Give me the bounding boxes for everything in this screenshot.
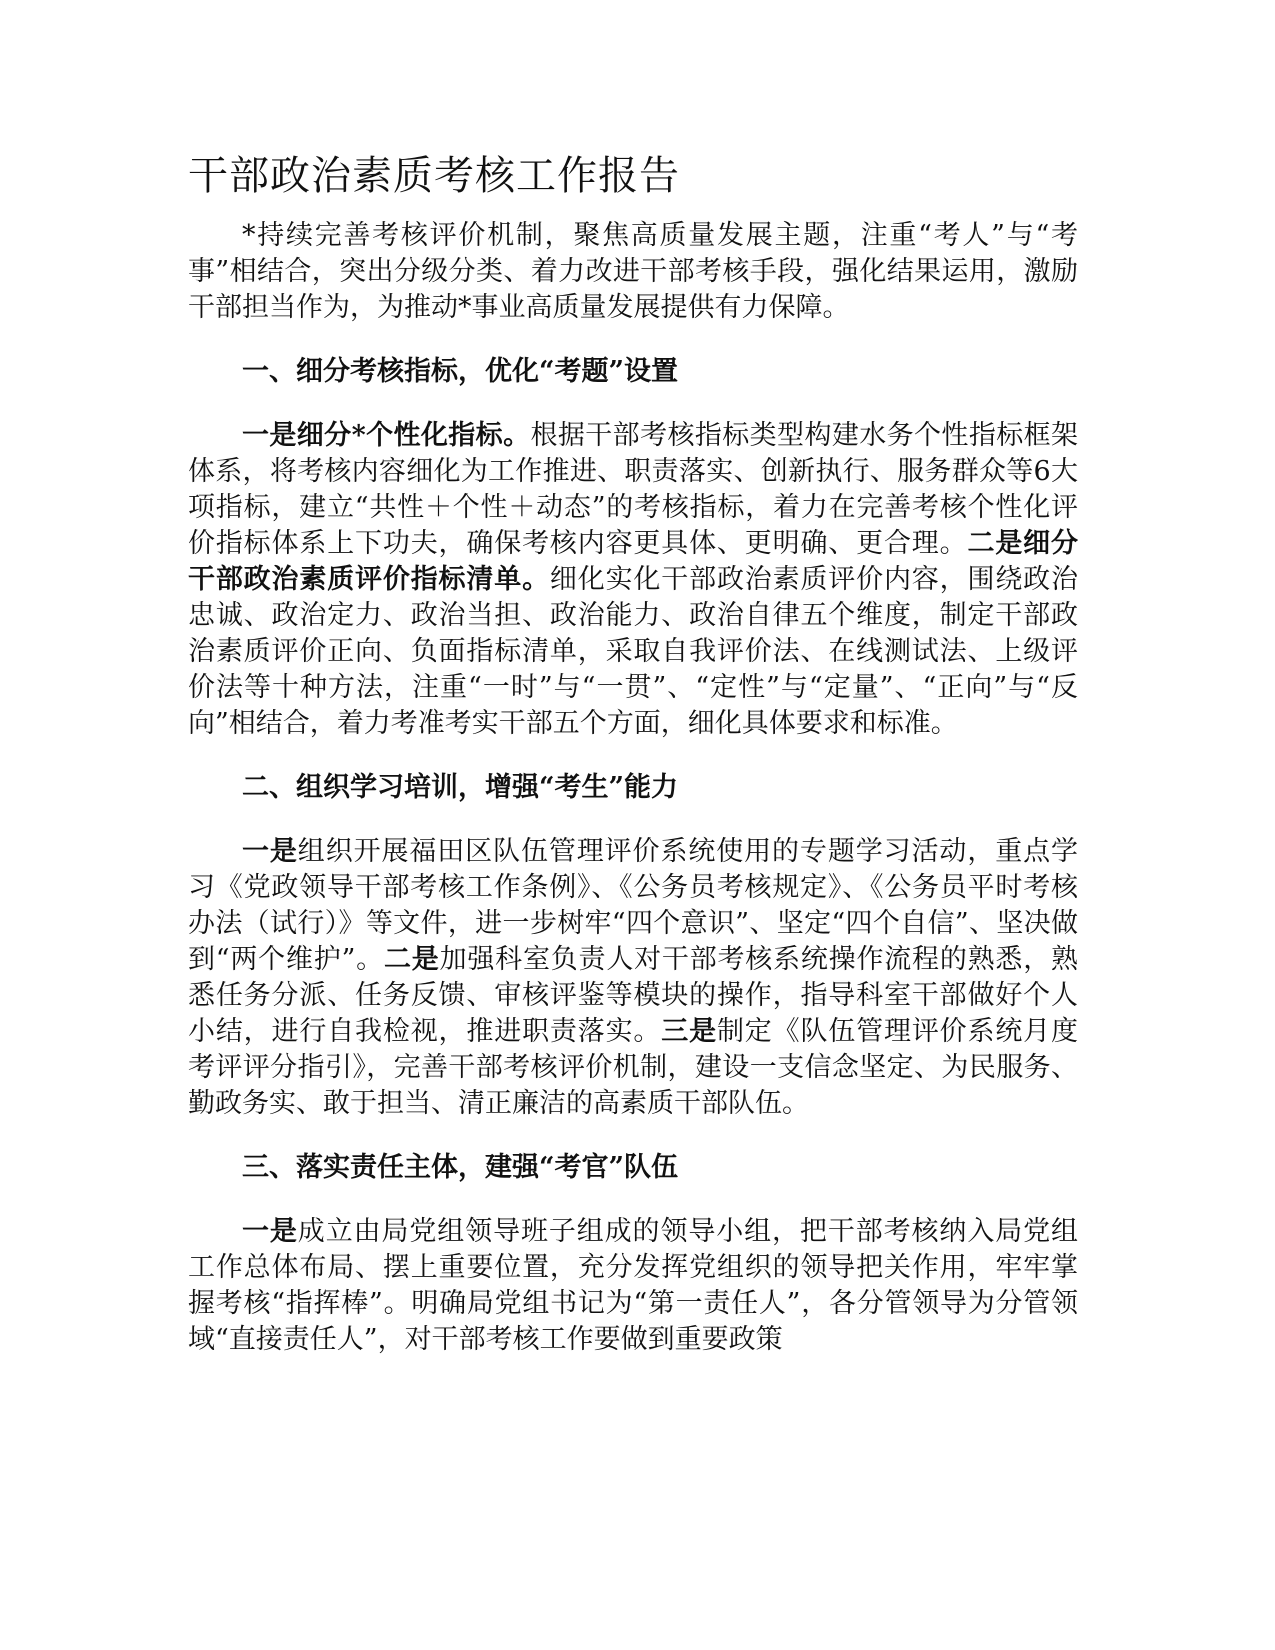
section-2-text-3: 制定《队伍管理评价系统月度考评评分指引》，完善干部考核评价机制，建设一支信念坚定、为民服务、勤政务实、敢于担当、清正廉洁的高素质干部队伍。 — [188, 1016, 1079, 1119]
intro-paragraph: *持续完善考核评价机制，聚焦高质量发展主题，注重“考人”与“考事”相结合，突出分级分类、着力改进干部考核手段，强化结果运用，激励干部担当作为，为推动*事业高质量发展提供有力保障。 — [188, 220, 1078, 323]
document-title: 干部政治素质考核工作报告 — [188, 153, 680, 199]
section-2-text-2: 加强科室负责人对干部考核系统操作流程的熟悉，熟悉任务分派、任务反馈、审核评鉴等模块的操作，指导科室干部做好个人小结，进行自我检视，推进职责落实。 — [188, 944, 1079, 1047]
section-1-lead-2: 二是细分干部政治素质评价指标清单。 — [188, 528, 1079, 595]
section-1-heading: 一、细分考核指标，优化“考题”设置 — [242, 356, 679, 387]
section-2-lead-3: 三是 — [661, 1016, 717, 1047]
document-page — [188, 148, 1078, 1358]
section-2-text-1: 组织开展福田区队伍管理评价系统使用的专题学习活动，重点学习《党政领导干部考核工作条例》、《公务员考核规定》、《公务员平时考核办法（试行）》等文件，进一步树牢“四个意识”、坚定“四个自信”、坚决做到“两个维护”。 — [188, 836, 1079, 975]
section-2-heading: 二、组织学习培训，增强“考生”能力 — [242, 772, 679, 803]
section-2-lead-1: 一是 — [242, 836, 298, 867]
section-3-text-1: 成立由局党组领导班子组成的领导小组，把干部考核纳入局党组工作总体布局、摆上重要位置，充分发挥党组织的领导把关作用，牢牢掌握考核“指挥棒”。明确局党组书记为“第一责任人”，各分管领导为分管领域“直接责任人”，对干部考核工作要做到重要政策 — [188, 1216, 1079, 1355]
section-1-text-2: 细化实化干部政治素质评价内容，围绕政治忠诚、政治定力、政治当担、政治能力、政治自律五个维度，制定干部政治素质评价正向、负面指标清单，采取自我评价法、在线测试法、上级评价法等十种方法，注重“一时”与“一贯”、“定性”与“定量”、“正向”与“反向”相结合，着力考准考实干部五个方面，细化具体要求和标准。 — [188, 564, 1079, 739]
section-1-lead-1: 一是细分*个性化指标。 — [242, 420, 531, 451]
section-3-heading: 三、落实责任主体，建强“考官”队伍 — [242, 1152, 679, 1183]
section-2-paragraph — [188, 834, 1078, 1122]
section-1-text-1: 根据干部考核指标类型构建水务个性指标框架体系，将考核内容细化为工作推进、职责落实、创新执行、服务群众等6大项指标，建立“共性＋个性＋动态”的考核指标，着力在完善考核个性化评价指标体系上下功夫，确保考核内容更具体、更明确、更合理。 — [188, 420, 1079, 559]
section-1-paragraph — [188, 418, 1078, 742]
section-3-paragraph — [188, 1214, 1078, 1358]
section-3-lead-1: 一是 — [242, 1216, 298, 1247]
section-2-lead-2: 二是 — [383, 944, 440, 975]
